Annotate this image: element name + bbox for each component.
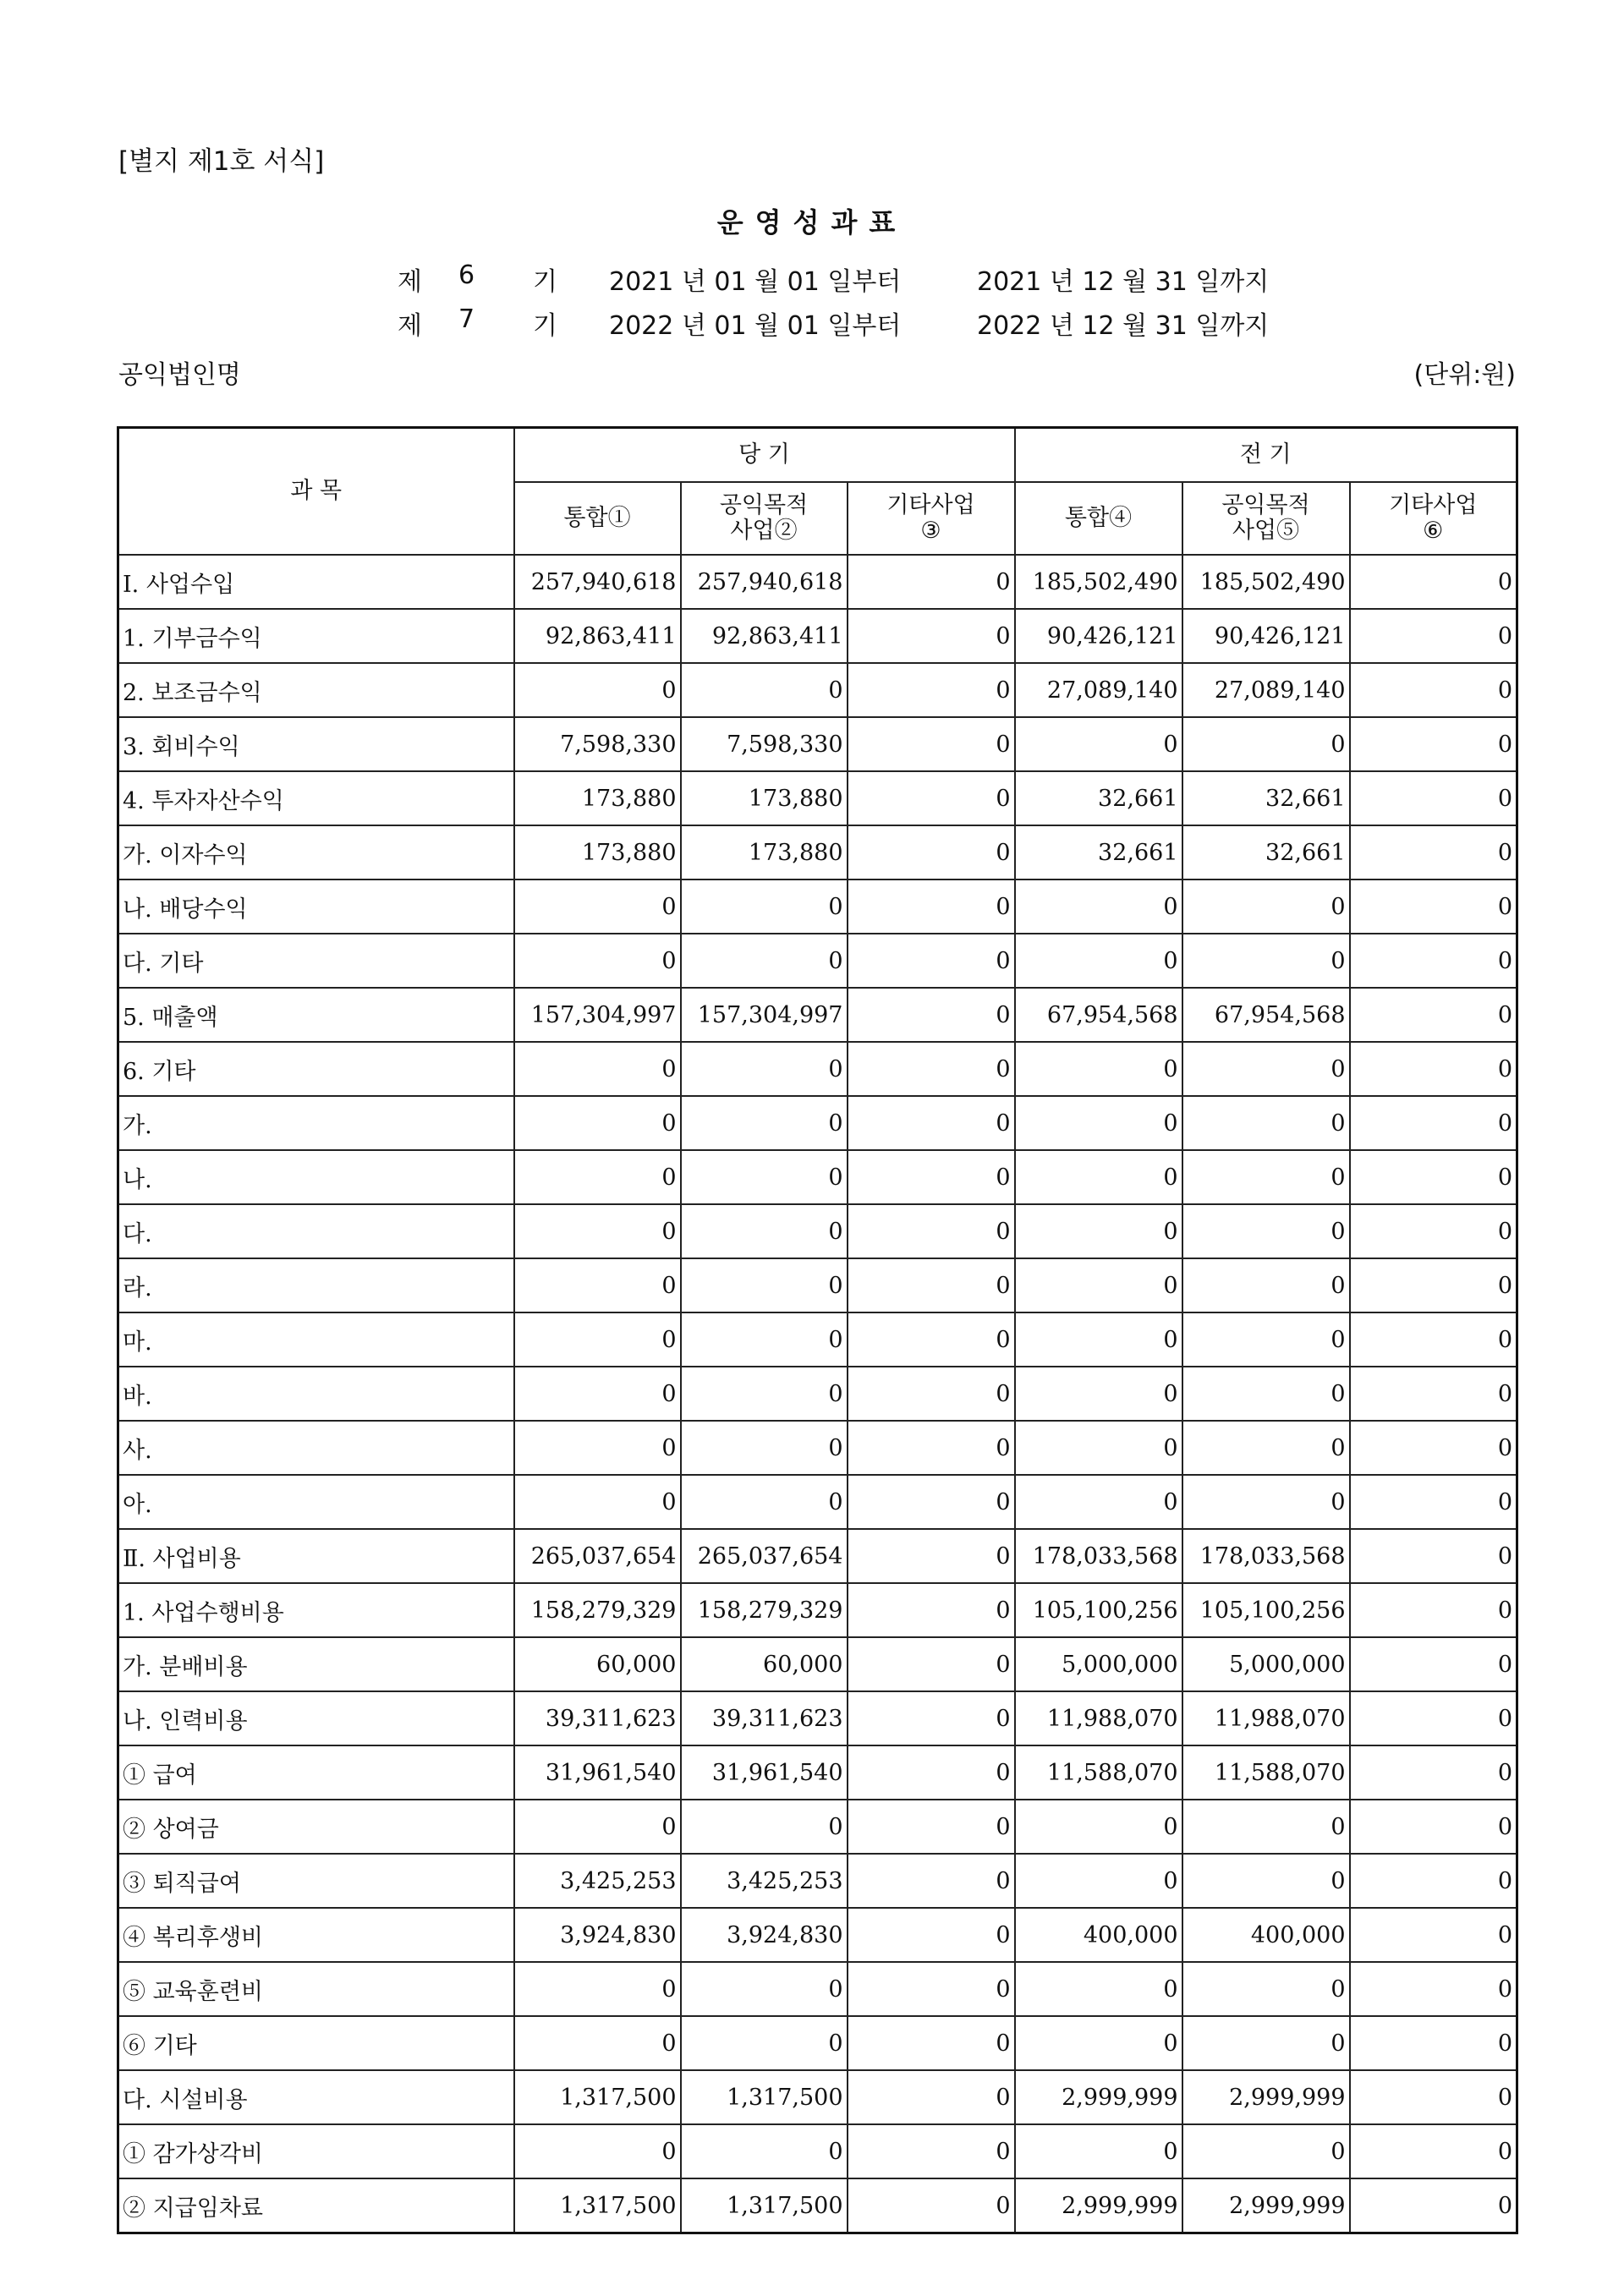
cell-value: 0 — [1350, 1367, 1517, 1421]
cell-value: 178,033,568 — [1182, 1529, 1350, 1583]
form-label: [별지 제1호 서식] — [118, 146, 325, 177]
cell-value: 0 — [1182, 1150, 1350, 1204]
cell-value: 0 — [848, 663, 1015, 717]
cell-value: 11,988,070 — [1015, 1691, 1182, 1745]
cell-value: 39,311,623 — [681, 1691, 848, 1745]
cell-value: 0 — [514, 1258, 681, 1312]
table-row — [118, 1854, 1517, 1908]
cell-value: 0 — [681, 1096, 848, 1150]
cell-value: 3,425,253 — [514, 1854, 681, 1908]
row-label: 나. 배당수익 — [118, 879, 514, 934]
period-number: 6 — [458, 260, 475, 290]
cell-value: 173,880 — [514, 825, 681, 879]
document-title: 운영성과표 — [716, 206, 908, 238]
table-row — [118, 771, 1517, 825]
column-header-2: 공익목적 사업② — [681, 482, 848, 555]
cell-value: 257,940,618 — [514, 555, 681, 609]
cell-value: 0 — [1350, 1150, 1517, 1204]
cell-value: 0 — [848, 1908, 1015, 1962]
cell-value: 257,940,618 — [681, 555, 848, 609]
cell-value: 0 — [1015, 1421, 1182, 1475]
table-row — [118, 1529, 1517, 1583]
column-header-5: 공익목적 사업⑤ — [1182, 482, 1350, 555]
cell-value: 67,954,568 — [1015, 988, 1182, 1042]
cell-value: 0 — [848, 717, 1015, 771]
row-label: ⑥ 기타 — [118, 2016, 514, 2070]
cell-value: 2,999,999 — [1015, 2178, 1182, 2233]
cell-value: 0 — [1350, 1637, 1517, 1691]
cell-value: 32,661 — [1182, 771, 1350, 825]
table-row — [118, 2178, 1517, 2233]
cell-value: 0 — [1182, 1962, 1350, 2016]
period-end: 2022 년 12 월 31 일까지 — [977, 311, 1270, 341]
cell-value: 90,426,121 — [1015, 609, 1182, 663]
cell-value: 3,425,253 — [681, 1854, 848, 1908]
cell-value: 0 — [681, 1367, 848, 1421]
cell-value: 1,317,500 — [514, 2070, 681, 2124]
cell-value: 2,999,999 — [1015, 2070, 1182, 2124]
cell-value: 0 — [514, 1475, 681, 1529]
table-row — [118, 1312, 1517, 1367]
cell-value: 31,961,540 — [514, 1745, 681, 1800]
cell-value: 11,588,070 — [1182, 1745, 1350, 1800]
cell-value: 0 — [1182, 1475, 1350, 1529]
period-number: 7 — [458, 304, 475, 334]
table-row — [118, 609, 1517, 663]
cell-value: 0 — [848, 1096, 1015, 1150]
cell-value: 92,863,411 — [681, 609, 848, 663]
cell-value: 0 — [514, 1096, 681, 1150]
row-label: 마. — [118, 1312, 514, 1367]
cell-value: 0 — [514, 1204, 681, 1258]
table-row — [118, 1096, 1517, 1150]
table-row — [118, 934, 1517, 988]
cell-value: 0 — [848, 555, 1015, 609]
cell-value: 0 — [1182, 717, 1350, 771]
cell-value: 0 — [1015, 1475, 1182, 1529]
cell-value: 265,037,654 — [681, 1529, 848, 1583]
cell-value: 0 — [848, 825, 1015, 879]
subject-header: 과 목 — [118, 428, 514, 556]
table-row — [118, 1258, 1517, 1312]
table-row — [118, 825, 1517, 879]
column-header-3: 기타사업 ③ — [848, 482, 1015, 555]
cell-value: 185,502,490 — [1182, 555, 1350, 609]
cell-value: 0 — [514, 1800, 681, 1854]
period-gi: 기 — [533, 311, 557, 341]
cell-value: 0 — [848, 609, 1015, 663]
table-row — [118, 2016, 1517, 2070]
row-label: 바. — [118, 1367, 514, 1421]
cell-value: 0 — [1350, 1258, 1517, 1312]
cell-value: 0 — [681, 1962, 848, 2016]
cell-value: 0 — [681, 2016, 848, 2070]
cell-value: 0 — [848, 1745, 1015, 1800]
cell-value: 1,317,500 — [681, 2070, 848, 2124]
cell-value: 32,661 — [1015, 771, 1182, 825]
cell-value: 0 — [1182, 1421, 1350, 1475]
cell-value: 0 — [1015, 1204, 1182, 1258]
cell-value: 0 — [1015, 1150, 1182, 1204]
cell-value: 0 — [1350, 2016, 1517, 2070]
cell-value: 0 — [1182, 934, 1350, 988]
cell-value: 0 — [681, 663, 848, 717]
cell-value: 173,880 — [681, 825, 848, 879]
cell-value: 0 — [848, 1637, 1015, 1691]
cell-value: 0 — [681, 934, 848, 988]
cell-value: 0 — [1350, 2070, 1517, 2124]
cell-value: 1,317,500 — [681, 2178, 848, 2233]
cell-value: 0 — [848, 1421, 1015, 1475]
cell-value: 0 — [1350, 1096, 1517, 1150]
cell-value: 0 — [1350, 825, 1517, 879]
cell-value: 0 — [514, 1150, 681, 1204]
row-label: 가. — [118, 1096, 514, 1150]
cell-value: 185,502,490 — [1015, 555, 1182, 609]
cell-value: 0 — [1182, 1258, 1350, 1312]
row-label: 가. 분배비용 — [118, 1637, 514, 1691]
row-label: ① 감가상각비 — [118, 2124, 514, 2178]
row-label: 라. — [118, 1258, 514, 1312]
cell-value: 67,954,568 — [1182, 988, 1350, 1042]
cell-value: 105,100,256 — [1015, 1583, 1182, 1637]
row-label: 1. 사업수행비용 — [118, 1583, 514, 1637]
cell-value: 0 — [681, 1421, 848, 1475]
cell-value: 0 — [514, 934, 681, 988]
row-label: 아. — [118, 1475, 514, 1529]
table-row — [118, 2070, 1517, 2124]
cell-value: 3,924,830 — [514, 1908, 681, 1962]
cell-value: 0 — [514, 2016, 681, 2070]
table-row — [118, 1475, 1517, 1529]
column-header-6: 기타사업 ⑥ — [1350, 482, 1517, 555]
cell-value: 0 — [1015, 1367, 1182, 1421]
cell-value: 90,426,121 — [1182, 609, 1350, 663]
cell-value: 0 — [1182, 1312, 1350, 1367]
table-row — [118, 1583, 1517, 1637]
table-row — [118, 1800, 1517, 1854]
row-label: ⑤ 교육훈련비 — [118, 1962, 514, 2016]
cell-value: 32,661 — [1015, 825, 1182, 879]
cell-value: 0 — [514, 1312, 681, 1367]
row-label: 2. 보조금수익 — [118, 663, 514, 717]
cell-value: 0 — [1350, 1529, 1517, 1583]
row-label: 1. 기부금수익 — [118, 609, 514, 663]
cell-value: 0 — [848, 2070, 1015, 2124]
cell-value: 0 — [1015, 879, 1182, 934]
previous-period-header: 전 기 — [1015, 428, 1517, 483]
cell-value: 0 — [848, 1962, 1015, 2016]
cell-value: 0 — [1350, 2124, 1517, 2178]
cell-value: 0 — [681, 1150, 848, 1204]
cell-value: 178,033,568 — [1015, 1529, 1182, 1583]
cell-value: 0 — [514, 663, 681, 717]
cell-value: 0 — [1350, 988, 1517, 1042]
row-label: ② 지급임차료 — [118, 2178, 514, 2233]
cell-value: 31,961,540 — [681, 1745, 848, 1800]
cell-value: 0 — [1015, 2124, 1182, 2178]
row-label: 다. 기타 — [118, 934, 514, 988]
cell-value: 7,598,330 — [514, 717, 681, 771]
row-label: 사. — [118, 1421, 514, 1475]
row-label: 다. 시설비용 — [118, 2070, 514, 2124]
row-label: 다. — [118, 1204, 514, 1258]
cell-value: 7,598,330 — [681, 717, 848, 771]
cell-value: 5,000,000 — [1015, 1637, 1182, 1691]
period-start: 2022 년 01 월 01 일부터 — [609, 311, 902, 341]
cell-value: 1,317,500 — [514, 2178, 681, 2233]
cell-value: 0 — [848, 2016, 1015, 2070]
cell-value: 0 — [1350, 1042, 1517, 1096]
cell-value: 0 — [681, 1312, 848, 1367]
cell-value: 0 — [848, 1800, 1015, 1854]
period-je: 제 — [398, 267, 422, 297]
cell-value: 0 — [1015, 717, 1182, 771]
cell-value: 0 — [681, 1475, 848, 1529]
cell-value: 0 — [1015, 1800, 1182, 1854]
cell-value: 400,000 — [1182, 1908, 1350, 1962]
cell-value: 0 — [514, 1042, 681, 1096]
cell-value: 0 — [1182, 879, 1350, 934]
cell-value: 60,000 — [514, 1637, 681, 1691]
cell-value: 92,863,411 — [514, 609, 681, 663]
cell-value: 0 — [1182, 2016, 1350, 2070]
cell-value: 0 — [1350, 609, 1517, 663]
cell-value: 0 — [848, 2178, 1015, 2233]
cell-value: 0 — [1350, 879, 1517, 934]
cell-value: 0 — [848, 1529, 1015, 1583]
row-label: ② 상여금 — [118, 1800, 514, 1854]
cell-value: 158,279,329 — [681, 1583, 848, 1637]
cell-value: 0 — [681, 1042, 848, 1096]
cell-value: 0 — [1182, 2124, 1350, 2178]
cell-value: 0 — [1350, 1800, 1517, 1854]
table-row — [118, 1421, 1517, 1475]
table-row — [118, 1691, 1517, 1745]
cell-value: 158,279,329 — [514, 1583, 681, 1637]
cell-value: 0 — [514, 1421, 681, 1475]
row-label: 나. — [118, 1150, 514, 1204]
cell-value: 0 — [681, 879, 848, 934]
cell-value: 0 — [848, 771, 1015, 825]
cell-value: 0 — [1350, 1745, 1517, 1800]
cell-value: 0 — [1182, 1854, 1350, 1908]
cell-value: 0 — [1350, 1583, 1517, 1637]
cell-value: 3,924,830 — [681, 1908, 848, 1962]
row-label: 4. 투자자산수익 — [118, 771, 514, 825]
table-row — [118, 988, 1517, 1042]
cell-value: 27,089,140 — [1182, 663, 1350, 717]
cell-value: 0 — [1350, 555, 1517, 609]
row-label: ① 급여 — [118, 1745, 514, 1800]
cell-value: 0 — [1350, 663, 1517, 717]
cell-value: 0 — [1182, 1096, 1350, 1150]
cell-value: 0 — [848, 1204, 1015, 1258]
column-header-1: 통합① — [514, 482, 681, 555]
cell-value: 2,999,999 — [1182, 2070, 1350, 2124]
cell-value: 0 — [848, 1475, 1015, 1529]
cell-value: 0 — [1350, 1312, 1517, 1367]
table-row — [118, 1367, 1517, 1421]
row-label: Ⅰ. 사업수입 — [118, 555, 514, 609]
cell-value: 5,000,000 — [1182, 1637, 1350, 1691]
table-row — [118, 1150, 1517, 1204]
cell-value: 60,000 — [681, 1637, 848, 1691]
row-label: 3. 회비수익 — [118, 717, 514, 771]
cell-value: 0 — [1350, 1204, 1517, 1258]
table-row — [118, 1042, 1517, 1096]
cell-value: 0 — [1350, 2178, 1517, 2233]
cell-value: 0 — [1015, 1258, 1182, 1312]
cell-value: 0 — [848, 1258, 1015, 1312]
cell-value: 157,304,997 — [514, 988, 681, 1042]
table-row — [118, 663, 1517, 717]
cell-value: 39,311,623 — [514, 1691, 681, 1745]
cell-value: 0 — [848, 1150, 1015, 1204]
cell-value: 0 — [681, 1258, 848, 1312]
cell-value: 0 — [1350, 1854, 1517, 1908]
period-end: 2021 년 12 월 31 일까지 — [977, 267, 1270, 297]
cell-value: 0 — [1350, 1962, 1517, 2016]
cell-value: 0 — [514, 1962, 681, 2016]
cell-value: 0 — [1350, 934, 1517, 988]
period-start: 2021 년 01 월 01 일부터 — [609, 267, 902, 297]
cell-value: 32,661 — [1182, 825, 1350, 879]
cell-value: 0 — [1015, 1962, 1182, 2016]
cell-value: 0 — [1182, 1367, 1350, 1421]
period-gi: 기 — [533, 267, 557, 297]
table-row — [118, 1908, 1517, 1962]
cell-value: 0 — [1015, 934, 1182, 988]
row-label: ③ 퇴직급여 — [118, 1854, 514, 1908]
current-period-header: 당 기 — [514, 428, 1015, 483]
cell-value: 27,089,140 — [1015, 663, 1182, 717]
cell-value: 173,880 — [514, 771, 681, 825]
table-row — [118, 1204, 1517, 1258]
cell-value: 0 — [1350, 717, 1517, 771]
row-label: 나. 인력비용 — [118, 1691, 514, 1745]
cell-value: 11,588,070 — [1015, 1745, 1182, 1800]
cell-value: 0 — [848, 1854, 1015, 1908]
cell-value: 0 — [848, 879, 1015, 934]
cell-value: 0 — [848, 1583, 1015, 1637]
column-header-4: 통합④ — [1015, 482, 1182, 555]
cell-value: 0 — [514, 1367, 681, 1421]
cell-value: 2,999,999 — [1182, 2178, 1350, 2233]
table-row — [118, 717, 1517, 771]
cell-value: 0 — [1015, 2016, 1182, 2070]
cell-value: 0 — [848, 1367, 1015, 1421]
cell-value: 0 — [1350, 1908, 1517, 1962]
row-label: 가. 이자수익 — [118, 825, 514, 879]
table-row — [118, 1962, 1517, 2016]
corp-name-label: 공익법인명 — [118, 360, 241, 390]
operating-results-table — [117, 426, 1518, 2234]
cell-value: 0 — [1182, 1042, 1350, 1096]
cell-value: 0 — [848, 988, 1015, 1042]
period-je: 제 — [398, 311, 422, 341]
cell-value: 0 — [1015, 1312, 1182, 1367]
cell-value: 0 — [1350, 1691, 1517, 1745]
cell-value: 0 — [514, 2124, 681, 2178]
unit-label: (단위:원) — [1413, 360, 1516, 390]
cell-value: 265,037,654 — [514, 1529, 681, 1583]
table-row — [118, 1745, 1517, 1800]
cell-value: 0 — [1350, 1475, 1517, 1529]
cell-value: 0 — [1182, 1204, 1350, 1258]
cell-value: 0 — [681, 2124, 848, 2178]
cell-value: 0 — [1182, 1800, 1350, 1854]
cell-value: 0 — [681, 1800, 848, 1854]
cell-value: 0 — [1015, 1042, 1182, 1096]
cell-value: 173,880 — [681, 771, 848, 825]
table-row — [118, 2124, 1517, 2178]
cell-value: 0 — [1015, 1854, 1182, 1908]
cell-value: 0 — [848, 1312, 1015, 1367]
cell-value: 105,100,256 — [1182, 1583, 1350, 1637]
cell-value: 0 — [848, 2124, 1015, 2178]
row-label: 5. 매출액 — [118, 988, 514, 1042]
cell-value: 11,988,070 — [1182, 1691, 1350, 1745]
cell-value: 0 — [848, 1691, 1015, 1745]
cell-value: 0 — [1350, 771, 1517, 825]
row-label: 6. 기타 — [118, 1042, 514, 1096]
table-row — [118, 555, 1517, 609]
cell-value: 0 — [848, 934, 1015, 988]
cell-value: 157,304,997 — [681, 988, 848, 1042]
table-row — [118, 879, 1517, 934]
table-row — [118, 1637, 1517, 1691]
cell-value: 0 — [681, 1204, 848, 1258]
cell-value: 0 — [848, 1042, 1015, 1096]
row-label: ④ 복리후생비 — [118, 1908, 514, 1962]
cell-value: 0 — [514, 879, 681, 934]
cell-value: 400,000 — [1015, 1908, 1182, 1962]
cell-value: 0 — [1015, 1096, 1182, 1150]
row-label: Ⅱ. 사업비용 — [118, 1529, 514, 1583]
cell-value: 0 — [1350, 1421, 1517, 1475]
